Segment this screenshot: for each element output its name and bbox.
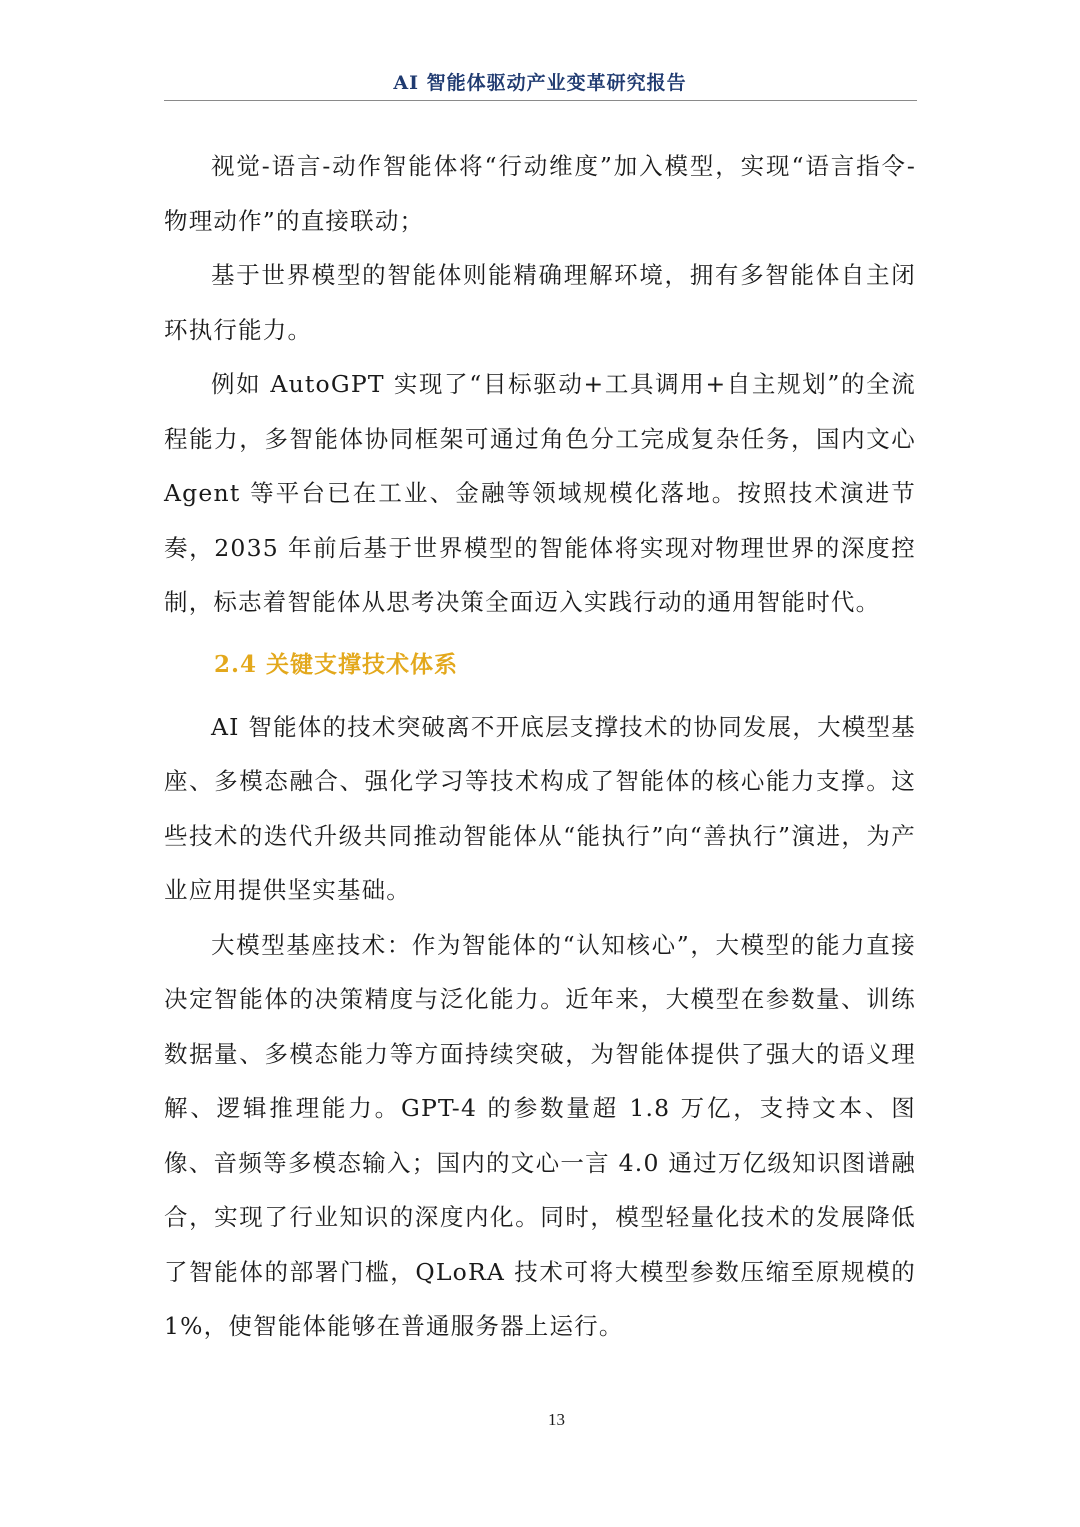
- body-paragraph: AI 智能体的技术突破离不开底层支撑技术的协同发展，大模型基座、多模态融合、强化学习等技术构成了智能体的核心能力支撑。这些技术的迭代升级共同推动智能体从“能执行”向“善执行”演进，为产业应用提供坚实基础。: [164, 712, 916, 904]
- body-paragraph: 视觉-语言-动作智能体将“行动维度”加入模型，实现“语言指令-物理动作”的直接联动；: [164, 152, 916, 235]
- running-header-title: AI 智能体驱动产业变革研究报告: [393, 72, 687, 94]
- header-divider: [164, 100, 917, 101]
- body-paragraph: 大模型基座技术：作为智能体的“认知核心”，大模型的能力直接决定智能体的决策精度与泛化能力。近年来，大模型在参数量、训练数据量、多模态能力等方面持续突破，为智能体提供了强大的语义理解、逻辑推理能力。GPT-4 的参数量超 1.8 万亿，支持文本、图像、音频等多模态输入；国内的文心一言 4.0 通过万亿级知识图谱融合，实现了行业知识的深度内化。同时，模型轻量化技术的发展降低了智能体的部署门槛，QLoRA 技术可将大模型参数压缩至原规模的 1%，使智能体能够在普通服务器上运行。: [164, 930, 916, 1340]
- body-paragraph: 基于世界模型的智能体则能精确理解环境，拥有多智能体自主闭环执行能力。: [164, 261, 916, 344]
- body-paragraph: 例如 AutoGPT 实现了“目标驱动+工具调用+自主规划”的全流程能力，多智能体协同框架可通过角色分工完成复杂任务，国内文心 Agent 等平台已在工业、金融等领域规模化落地。按照技术演进节奏，2035 年前后基于世界模型的智能体将实现对物理世界的深度控制，标志着智能体从思考决策全面迈入实践行动的通用智能时代。: [164, 370, 916, 616]
- page-number: 13: [548, 1410, 565, 1429]
- page-body: [164, 139, 916, 1354]
- section-heading: 2.4 关键支撑技术体系: [214, 650, 459, 678]
